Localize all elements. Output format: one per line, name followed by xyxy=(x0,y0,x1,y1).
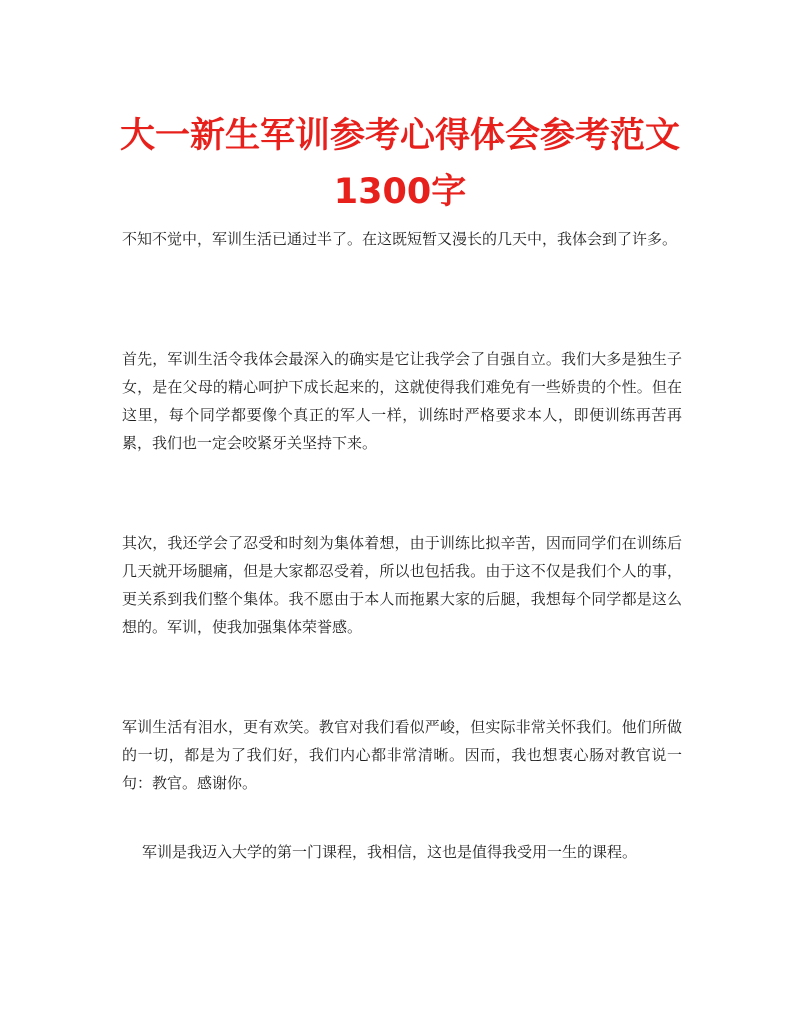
paragraph-collective: 其次，我还学会了忍受和时刻为集体着想，由于训练比拟辛苦，因而同学们在训练后几天就开场腿痛，但是大家都忍受着，所以也包括我。由于这不仅是我们个人的事，更关系到我们整个集体。我不愿由于本人而拖累大家的后腿，我想每个同学都是这么想的。军训，使我加强集体荣誉感。 xyxy=(122,534,682,636)
paragraph-instructor: 军训生活有泪水，更有欢笑。教官对我们看似严峻，但实际非常关怀我们。他们所做的一切，都是为了我们好，我们内心都非常清晰。因而，我也想衷心肠对教官说一句：教官。感谢你。 xyxy=(122,718,682,792)
document-title: 大一新生军训参考心得体会参考范文1300字 xyxy=(119,116,680,212)
paragraph-conclusion: 军训是我迈入大学的第一门课程，我相信，这也是值得我受用一生的课程。 xyxy=(142,843,638,861)
paragraph-intro: 不知不觉中，军训生活已通过半了。在这既短暂又漫长的几天中，我体会到了许多。 xyxy=(122,230,678,248)
paragraph-self-reliance: 首先，军训生活令我体会最深入的确实是它让我学会了自强自立。我们大多是独生子女，是在父母的精心呵护下成长起来的，这就使得我们难免有一些娇贵的个性。但在这里，每个同学都要像个真正的军人一样，训练时严格要求本人，即便训练再苦再累，我们也一定会咬紧牙关坚持下来。 xyxy=(122,350,682,452)
